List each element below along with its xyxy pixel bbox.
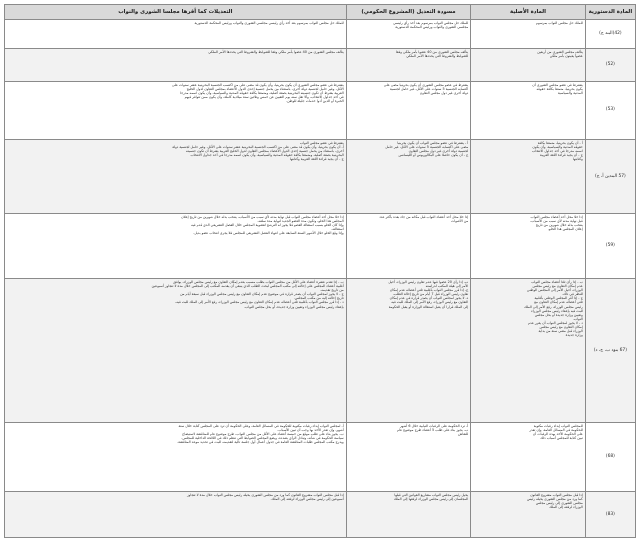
original-text-line: وتعيين وزارة جديدة أو بحل مجلس [534,312,583,317]
original-text-line: وزارة جديدة [565,333,583,338]
cell-draft [346,81,471,139]
original-text-line: قبل نهاية مدته لأي سبب من الأسباب، [530,219,583,224]
original-text-line: إمكان التعاون مع رئيس مجلس [539,325,583,329]
cell-article: (59) [585,213,635,278]
cell-article: (52) [585,49,635,82]
modifications-text-line: وإذا وقع الخلو خلال الأشهر الستة السابقة على انتهاء الفصل التشريعي للمجلس فلا يجرى انتخاب عضو بديل. [193,231,344,236]
modifications-text-line: الأقل، وغير حامل لجنسية دولة أخرى، باستثناء من يحمل جنسية إحدى الدول الأعضاء بمجلس التعاون لدول الخليج [186,86,344,91]
original-text-line: ثلثي أعضائه عدم إمكان التعاون مع [534,300,583,305]
table-row [5,49,636,82]
original-text-line: النواب. [572,316,583,321]
draft-text-line: يشترط في عضو مجلس الشورى أن يكون بحرينيا مضى على [383,82,469,87]
original-text-line: تبين كتابة للمجلس أسباب ذلك [540,436,583,441]
original-text-line: إذا قبل مجلس النواب مشروع القانون [530,492,583,497]
cell-original [471,49,586,82]
original-text-line: عدم إمكان التعاون مع رئيس مجلس [532,284,583,289]
modifications-text-line: ب- يجوز بناء على طلب موقع من خمسة أعضاء على الأقل من مجلس النواب، طرح موضوع عام للمناقشة لاستيضاح [182,432,344,437]
header-draft: مسودة التعديل (المشروع الحكومي) [346,5,471,20]
modifications-text-line: يشترط في عضو مجلس النواب [299,140,344,145]
modifications-text-line: العربية بشرط أن تكون جنسيته البحرينية بصفة أصلية، ومتمتعا بكافة حقوقه المدنية والسياسية، وأن يكون اسمه مدرجا [180,90,344,95]
table-header [5,5,636,20]
cell-original [471,491,586,538]
draft-text-line: إذا خلا محل أحد أعضاء النواب قبل مكانه من جاء بعده بأكثر عدد [379,214,469,219]
draft-text-line: الأمر إلى هيئة المكتب لدراسته [425,284,469,289]
cell-modifications [5,422,347,491]
draft-text-line: يتألف مجلس الشورى من 40 عضوا بأمر ملكي وفقا [395,50,469,55]
original-text-line: على الحكومة الأخذ بهذه الرغبات أن [532,432,583,437]
cell-draft [346,213,471,278]
cell-draft [346,20,471,49]
draft-text-line: للنقاش [458,432,469,437]
modifications-text-line: د - إذا قرر مجلس النواب بأغلبية ثلثي أعضائه عدم إمكان التعاون مع رئيس مجلس الوزراء، رفع الأمر إلى الملك للبت فيه، [175,300,344,305]
draft-text-line: أ - يشترط في عضو مجلس النواب أن يكون بحرينيا [397,140,469,145]
modifications-text-line: يتألف مجلس الشورى من 40 عضوا بأمر ملكي وفقا للضوابط والشروط التي يحددها الأمر الملكي [208,50,344,55]
modifications-text-line: ب - إذا تقدم عشرة أعضاء على الأقل من مجلس النواب بطلب مسبب بعدم إمكان التعاون مع رئيس مجلس الوزراء، يوافق [173,279,344,284]
cell-original [471,213,586,278]
original-text-line: للمجلس النواب إبداء رغبات مكتوبة [533,423,583,428]
original-text-line: للبت فيه بإعفاء رئيس مجلس الوزراء [531,308,583,313]
draft-text-line: ب- يجوز بناء على طلب 5 أعضاء طرح موضوع عام [397,428,469,433]
modifications-text-line: أغلبية أعضاء المجلس على إحالته إلى مكتب المجلس لبحث الطلب الذي ينبغي أن يقدمه المكتب إلى المجلس خلال مدة لا تتجاوز أسبوعين [151,284,344,289]
original-text-line: الوزراء، أحيل الأمر إلى المجلس الوطني [526,288,583,293]
cell-original [471,81,586,139]
cell-article: (67 بنود ب، ج، د) [585,278,635,422]
original-text-line: ج - أن يجيد قراءة اللغة العربية [539,152,583,157]
modifications-text-line: استقالته. [331,227,344,232]
draft-text-line: ج- إذا قرر مجلس النواب بأغلبية ثلثي أعضائه عدم إمكان [389,288,469,293]
table-row [5,491,636,538]
draft-text-line: اكتسابه الجنسية 5 سنوات على الأقل، غير حامل لجنسية [389,86,469,91]
original-text-line: كما ورد من مجلس الشورى يحيله رئيس [526,496,583,501]
modifications-text-line: للملك حل مجلس النواب بمرسوم بعد أخذ رأي رئيسي مجلسي الشورى والنواب ورئيس المحكمة الدستورية [194,21,344,25]
modifications-text-line: أشهر، وإن تعذر الأخذ بها وجب أن تبين الأسباب. [277,428,344,433]
draft-text-line: يحيل رئيس مجلس النواب مشاريع القوانين التي قبلها [394,492,469,497]
modifications-text-line: بإعفاء رئيس مجلس الوزراء وتعيين وزارة جديدة، أو بحل مجلس النواب. [243,304,344,309]
draft-text-line: التعاون مع رئيس الوزراء، رفع الأمر إلى الملك للبت فيه [391,300,469,305]
original-text-line: ينتخب بدله خلال شهرين من تاريخ [535,223,583,228]
modifications-text-line: ج - لا يجوز لمجلس النواب أن يصدر قراره في موضوع عدم إمكان التعاون مع رئيس مجلس الوزراء قبل سبعة أيام من [180,292,344,297]
cell-article: (68) [585,422,635,491]
cell-modifications [5,81,347,139]
cell-modifications [5,139,347,213]
original-text-line: للنظر في ذلك. [561,292,583,297]
modifications-text-line: الخبرة أو الذين أدوا خدمات جليلة للوطن. [286,98,344,103]
cell-draft [346,139,471,213]
original-text-line: يكون بحرينيا، متمتعا بكافة حقوقه [536,86,583,91]
cell-modifications [5,213,347,278]
original-text-line: للحكومة في المسائل العامة، وإن تعذر [529,428,583,433]
header-modifications: التعديلات كما أقرها مجلسا الشورى والنواب [5,5,347,20]
header-original: المادة الأصلية [471,5,586,20]
cell-original [471,422,586,491]
original-text-line: للملك حل مجلس النواب بمرسوم [535,21,583,25]
original-text-line: يشترط في عضو مجلس الشورى أن [532,82,583,87]
modifications-text-line: أ- أن يكون بحرينيا، وأن يكون قد مضى على من اكتسب الجنسية البحرينية عشر سنوات على الأقل، وغير حامل لجنسية دولة [172,144,344,149]
original-text-line: د - لا يجوز لمجلس النواب أن يقرر عدم [527,320,583,325]
draft-text-line: للضوابط والشروط التي يحددها الأمر الملكي [406,54,469,59]
modifications-text-line: إذا خلا محل أحد أعضاء مجلس النواب قبل نهاية مدته لأي سبب من الأسباب، ينتخب بدله خلال شهرين من تاريخ إعلان [181,214,344,219]
draft-text-line: لجنسية دولة أخرى غير دول مجلس التعاون [408,148,469,153]
table-row [5,81,636,139]
cell-modifications [5,278,347,422]
cell-original [471,139,586,213]
draft-text-line: ج - أن يكون حاصلا على البكالوريوس أو الليسانس [398,152,469,157]
original-text-line: ج - إذا أقر المجلس الوطني بأغلبية [534,296,583,301]
modifications-text-line: المجلس هذا الخلو، وتكون مدة العضو الجديد لنهاية مدة سلفه. [257,219,344,224]
original-text-line: إذا خلا محل أحد أعضاء مجلس النواب [530,214,583,219]
modifications-text-line: تاريخ إحالته إليه من مكتب المجلس. [293,296,344,301]
original-text-line: المدنية والسياسية [557,90,583,95]
modifications-text-line: وإذا كان الخلو بسبب استقالة العضو فلا يجوز له الترشح لعضوية المجلس خلال الفصل التشريعي الذي قدم فيه [191,223,344,228]
original-text-line: حقوقه المدنية والسياسية، وأن يكون [532,144,583,149]
cell-draft [346,422,471,491]
modifications-text-line: البحرينية بصفة أصلية، ومتمتعا بكافة حقوقه المدنية والسياسية، وأن يكون اسمه مدرجا في أحد جداول الانتخاب [190,152,344,157]
table-row [5,278,636,422]
draft-text-line: المجلسان إلى رئيس مجلس الوزراء لرفعها إلى الملك [393,496,469,501]
modifications-text-line: من تاريخ تقديمه. [320,288,344,293]
draft-text-line: د- لا يجوز لمجلس النواب أن يصدر قراره في عدم إمكان [389,296,469,301]
modifications-text-line: إذا قبل مجلس النواب مشروع القانون كما ورد من مجلس الشورى يحيله رئيس مجلس النواب خلال مدة لا تتجاوز [187,492,344,497]
modifications-text-line: ج - أن يجيد قراءة اللغة العربية وكتابتها [289,156,344,161]
cell-draft [346,49,471,82]
constitution-amendments-table [4,4,636,538]
cell-draft [346,491,471,538]
original-text-line: يتألف مجلس الشورى من أربعين [537,50,583,55]
original-text-line: رئيس مجلس الوزراء، رفع الأمر إلى الملك [523,304,583,309]
cell-modifications [5,20,347,49]
table-row [5,139,636,213]
modifications-text-line: أ- لمجلس النواب إبداء رغبات مكتوبة للحكومة في المسائل العامة، وعلى الحكومة أن ترد على المجلس كتابة خلال ستة [178,423,344,428]
draft-text-line: إلى الملك قرارا أن يقبل استقالة الوزارة أو يقبل الحكومة [388,304,469,309]
table-row [5,422,636,491]
draft-text-line: تعاون رئيس الوزراء قبل 7 أيام من تاريخ إحالة الطلب. [392,292,469,297]
draft-text-line: ب- إذا رأى 20 عضوا فيها عدم تعاون رئيس الوزراء، أحيل [388,279,469,284]
original-text-line: عضواً يعينون بأمر ملكي [549,54,583,59]
original-text-line: مجلس الشورى إلى رئيس مجلس [535,500,583,505]
cell-article: (53) [585,81,635,139]
table-body [5,20,636,538]
table-row [5,213,636,278]
draft-text-line: مجلسي الشورى والنواب ورئيس المحكمة الدستورية [395,25,469,30]
cell-article: (57 البندين أ، ج) [585,139,635,213]
cell-draft [346,278,471,422]
original-text-line: اسمه مدرجا في أحد جداول الانتخاب [532,148,583,153]
original-text-line: الوزراء لرفعه إلى الملك [549,504,583,509]
draft-text-line: من الأصوات [451,219,469,224]
draft-text-line: دولة أخرى غير دول مجلس التعاون [419,90,469,95]
modifications-text-line: يشترط في عضو مجلس الشورى أن يكون بحرينيا، وأن يكون قد مضى على من اكتسب الجنسية البحرينية عشر سنوات على [171,82,344,87]
original-text-line: إعلان المجلس هذا الخلو. [547,227,583,232]
draft-text-line: للملك حل مجلس النواب بمرسوم بعد أخذ رأي رئيسي [393,21,469,25]
table-row [5,20,636,49]
cell-article: (42)البند ج) [585,20,635,49]
modifications-text-line: سياسة الحكومة في شأنه، وتبادل الرأي بصدده، ويضع المجلس الضوابط التي تنظم ذلك في اللائحة الداخلية للمجلس. [181,436,344,441]
cell-article: (83) [585,491,635,538]
cell-modifications [5,49,347,82]
cell-original [471,20,586,49]
cell-modifications [5,491,347,538]
header-article: المادة الدستورية [585,5,635,20]
draft-text-line: مضى على اكتسابه الجنسية 5 سنوات على الأقل، غير حامل [385,144,469,149]
modifications-text-line: في أحد جداول الانتخاب، وألا تقل سنه يوم التعيين عن خمس وثلاثين سنة ميلادية كاملة، وأن يكون ممن تتوافر فيهم [184,94,344,99]
cell-original [471,278,586,422]
original-text-line: وكتابتها [572,156,583,161]
original-text-line: أ - أن يكون بحرينيا، متمتعا بكافة [537,140,583,145]
draft-text-line: أ- ترد الحكومة على الرغبات النيابية خلال 6 أشهر [400,423,469,428]
original-text-line: الوزراء قبل مضي سنة من بداية [538,329,583,334]
modifications-text-line: ويدرج مكتب المجلس طلبات المناقشة العامة في جدول أعمال أول جلسة تالية لتقديمه، للبت في تحديد موعد المناقشة. [177,440,344,445]
modifications-text-line: أخرى، باستثناء من يحمل جنسية إحدى الدول الأعضاء بمجلس التعاون لدول الخليج العربية بشرط أن تكون جنسيته [185,148,344,153]
original-text-line: ب - إذا رأى ثلثا أعضاء مجلس النواب [531,279,583,284]
modifications-text-line: أسبوعين إلى رئيس مجلس الوزراء لرفعه إلى الملك. [270,496,344,501]
